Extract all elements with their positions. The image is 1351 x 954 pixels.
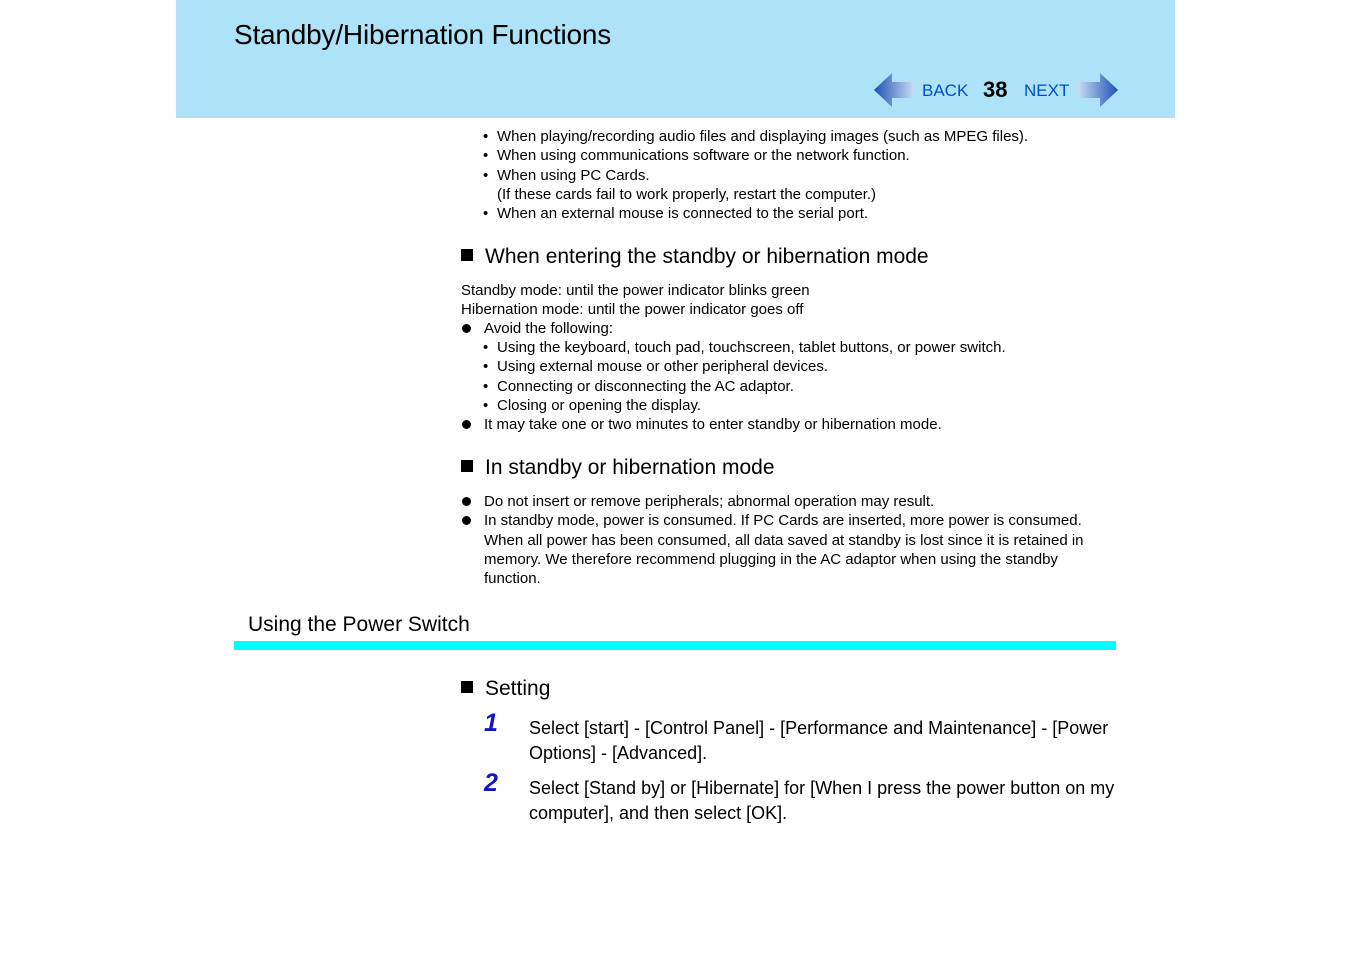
- list-item: • When playing/recording audio files and displaying images (such as MPEG files).: [483, 128, 1029, 145]
- bullet-disc-icon: [462, 420, 471, 429]
- page-title: Standby/Hibernation Functions: [234, 19, 612, 50]
- avoid-bullet: Avoid the following:: [461, 319, 1116, 338]
- page-header: [176, 0, 1175, 118]
- top-list: [483, 127, 1123, 223]
- back-link[interactable]: BACK: [922, 81, 969, 100]
- square-bullet-icon: [461, 460, 473, 472]
- avoid-list: [483, 338, 1123, 415]
- page-number: 38: [983, 77, 1008, 102]
- square-bullet-icon: [461, 249, 473, 261]
- list-item: • Connecting or disconnecting the AC adaptor.: [483, 377, 794, 395]
- list-item-continuation: (If these cards fail to work properly, restart the computer.): [497, 185, 877, 203]
- indicator-info: Standby mode: until the power indicator blinks green Hibernation mode: until the power indicator goes off: [461, 282, 810, 319]
- list-item: • Using the keyboard, touch pad, touchscreen, tablet buttons, or power switch.: [483, 339, 1006, 356]
- section-divider: [234, 641, 1116, 650]
- step-number: 1: [484, 709, 498, 737]
- list-item: • When an external mouse is connected to the serial port.: [483, 205, 869, 223]
- step-number: 2: [484, 769, 498, 797]
- bullet-disc-icon: [462, 497, 471, 506]
- bullet-disc-icon: [462, 324, 471, 333]
- square-bullet-icon: [461, 681, 473, 693]
- list-item: • When using PC Cards.: [483, 166, 650, 184]
- heading-in-mode: In standby or hibernation mode: [461, 455, 775, 481]
- next-link[interactable]: NEXT: [1024, 81, 1070, 100]
- list-item: • Closing or opening the display.: [483, 396, 702, 414]
- heading-entering-mode: When entering the standby or hibernation mode: [461, 244, 929, 270]
- list-item: • When using communications software or the network function.: [483, 147, 910, 165]
- step-2: [484, 769, 1124, 825]
- list-item: In standby mode, power is consumed. If PC Cards are inserted, more power is consumed. When all power has been consumed, all data saved at standby is lost since it is retained in memory. We therefore recommend plugging in the AC adaptor when using the standby function.: [461, 511, 1116, 588]
- entering-note: It may take one or two minutes to enter standby or hibernation mode.: [461, 415, 1116, 434]
- section-title-power-switch: Using the Power Switch: [248, 613, 470, 636]
- page-navigation: [874, 70, 1119, 110]
- back-arrow-icon[interactable]: [874, 72, 914, 108]
- heading-setting: Setting: [461, 676, 550, 702]
- step-text: Select [start] - [Control Panel] - [Performance and Maintenance] - [Power Options] - [Advanced].: [529, 718, 1109, 763]
- in-mode-list: [461, 492, 1116, 588]
- step-text: Select [Stand by] or [Hibernate] for [When I press the power button on my computer], and then select [OK].: [529, 778, 1115, 823]
- bullet-disc-icon: [462, 516, 471, 525]
- list-item: • Using external mouse or other peripheral devices.: [483, 358, 829, 376]
- next-arrow-icon[interactable]: [1078, 72, 1118, 108]
- list-item: Do not insert or remove peripherals; abnormal operation may result.: [461, 492, 1116, 511]
- step-1: [484, 709, 1124, 765]
